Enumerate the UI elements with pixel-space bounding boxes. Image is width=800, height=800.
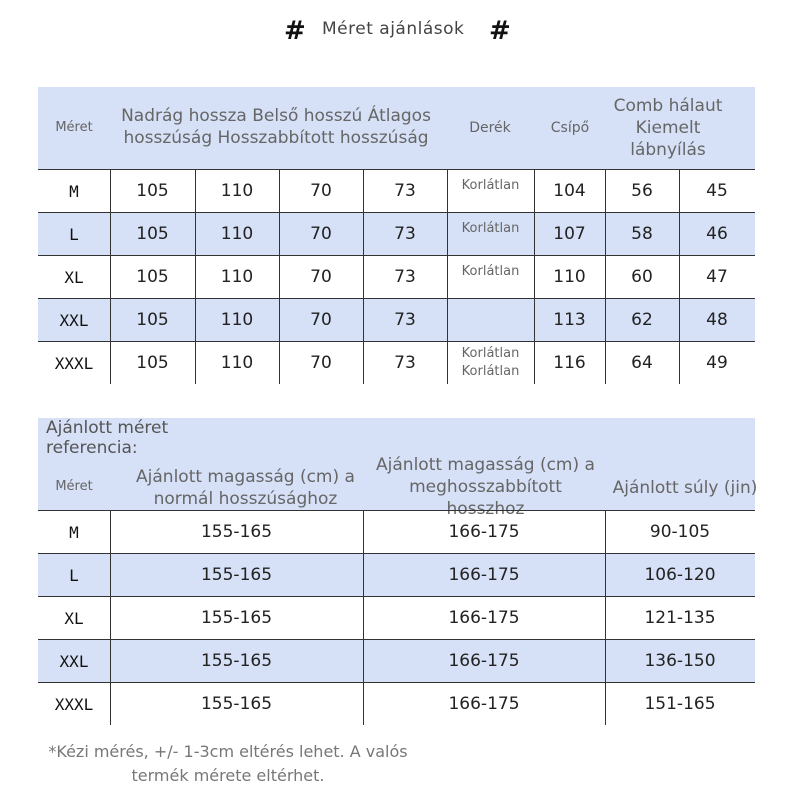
header-size: Méret bbox=[55, 479, 93, 494]
header-lengths: Nadrág hossza Belső hosszú Átlagos hosszúság Hosszabbított hosszúság bbox=[121, 106, 431, 148]
value-cell: 110 bbox=[220, 353, 254, 373]
recommended-size-table bbox=[38, 418, 758, 725]
waist-cell: Korlátlan bbox=[461, 264, 520, 279]
leg-cell: 49 bbox=[706, 353, 728, 373]
value-cell: 73 bbox=[394, 353, 416, 373]
long-height-cell: 166-175 bbox=[448, 608, 520, 628]
long-height-cell: 166-175 bbox=[448, 651, 520, 671]
value-cell: 105 bbox=[136, 181, 169, 201]
thigh-cell: 58 bbox=[631, 224, 653, 244]
value-cell: 105 bbox=[136, 267, 169, 287]
weight-cell: 121-135 bbox=[644, 608, 716, 628]
weight-cell: 106-120 bbox=[644, 565, 716, 585]
table-row bbox=[38, 212, 755, 255]
normal-height-cell: 155-165 bbox=[200, 608, 273, 628]
header-thigh: Comb hálaut Kiemelt lábnyílás bbox=[613, 96, 723, 160]
table-row bbox=[38, 682, 755, 725]
header-long-height: Ajánlott magasság (cm) a meghosszabbított hosszhoz bbox=[376, 455, 595, 519]
weight-cell: 90-105 bbox=[649, 522, 711, 542]
normal-height-cell: 155-165 bbox=[200, 522, 273, 542]
value-cell: 73 bbox=[394, 181, 416, 201]
leg-cell: 47 bbox=[706, 267, 728, 287]
table-row bbox=[38, 169, 755, 212]
table-row bbox=[38, 596, 755, 639]
size-cell: L bbox=[69, 224, 79, 244]
size-cell: XXXL bbox=[54, 694, 94, 714]
hip-cell: 116 bbox=[553, 353, 586, 373]
size-cell: XXXL bbox=[54, 353, 94, 373]
waist-cell: Korlátlan bbox=[461, 178, 520, 193]
value-cell: 110 bbox=[220, 181, 254, 201]
page-header bbox=[0, 14, 800, 50]
header-normal-height: Ajánlott magasság (cm) a normál hosszúsághoz bbox=[136, 467, 355, 509]
hip-cell: 110 bbox=[553, 267, 586, 287]
table-header bbox=[38, 87, 755, 169]
leg-cell: 45 bbox=[706, 181, 728, 201]
size-cell: M bbox=[69, 522, 79, 542]
header-size: Méret bbox=[55, 120, 93, 135]
size-cell: XL bbox=[64, 267, 84, 287]
weight-cell: 136-150 bbox=[644, 651, 716, 671]
hash-left-icon: # bbox=[284, 16, 306, 46]
header-hip: Csípő bbox=[550, 120, 590, 136]
size-cell: M bbox=[69, 181, 79, 201]
header-weight: Ajánlott súly (jin) bbox=[612, 478, 758, 498]
hip-cell: 104 bbox=[553, 181, 586, 201]
normal-height-cell: 155-165 bbox=[200, 565, 273, 585]
value-cell: 73 bbox=[394, 310, 416, 330]
table-row bbox=[38, 341, 755, 384]
size-measurements-table bbox=[38, 87, 755, 384]
leg-cell: 46 bbox=[706, 224, 728, 244]
long-height-cell: 166-175 bbox=[448, 565, 520, 585]
hip-cell: 107 bbox=[553, 224, 586, 244]
waist-cell bbox=[447, 299, 534, 341]
size-cell: L bbox=[69, 565, 79, 585]
normal-height-cell: 155-165 bbox=[200, 651, 273, 671]
header-waist: Derék bbox=[469, 120, 511, 136]
size-cell: XXL bbox=[59, 310, 89, 330]
value-cell: 70 bbox=[310, 181, 332, 201]
table-row bbox=[38, 639, 755, 682]
long-height-cell: 166-175 bbox=[448, 522, 520, 542]
size-cell: XL bbox=[64, 608, 84, 628]
normal-height-cell: 155-165 bbox=[200, 694, 273, 714]
table-row bbox=[38, 255, 755, 298]
thigh-cell: 62 bbox=[631, 310, 653, 330]
value-cell: 105 bbox=[136, 353, 169, 373]
size-cell: XXL bbox=[59, 651, 89, 671]
value-cell: 70 bbox=[310, 353, 332, 373]
reference-title: Ajánlott méret referencia: bbox=[46, 418, 169, 458]
hip-cell: 113 bbox=[553, 310, 586, 330]
thigh-cell: 64 bbox=[631, 353, 653, 373]
value-cell: 70 bbox=[310, 310, 332, 330]
leg-cell: 48 bbox=[706, 310, 728, 330]
thigh-cell: 56 bbox=[631, 181, 653, 201]
value-cell: 73 bbox=[394, 224, 416, 244]
thigh-cell: 60 bbox=[631, 267, 653, 287]
value-cell: 70 bbox=[310, 224, 332, 244]
table-row bbox=[38, 298, 755, 341]
waist-cell: Korlátlan bbox=[461, 221, 520, 236]
page-title: Méret ajánlások bbox=[322, 19, 465, 39]
value-cell: 105 bbox=[136, 310, 169, 330]
weight-cell: 151-165 bbox=[644, 694, 716, 714]
footnote: *Kézi mérés, +/- 1-3cm eltérés lehet. A valós termék mérete eltérhet. bbox=[48, 742, 408, 785]
waist-cell: Korlátlan Korlátlan bbox=[461, 346, 520, 379]
value-cell: 70 bbox=[310, 267, 332, 287]
table-row bbox=[38, 553, 755, 596]
table-header bbox=[38, 418, 758, 519]
long-height-cell: 166-175 bbox=[448, 694, 520, 714]
value-cell: 105 bbox=[136, 224, 169, 244]
value-cell: 73 bbox=[394, 267, 416, 287]
table-row bbox=[38, 510, 755, 553]
value-cell: 110 bbox=[220, 224, 254, 244]
value-cell: 110 bbox=[220, 310, 254, 330]
hash-right-icon: # bbox=[489, 16, 511, 46]
value-cell: 110 bbox=[220, 267, 254, 287]
